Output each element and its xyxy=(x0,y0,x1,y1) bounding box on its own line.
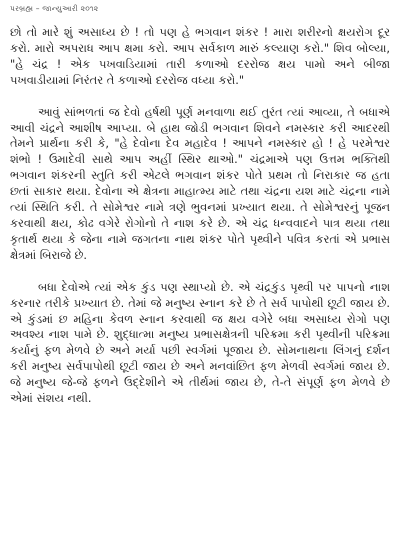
running-header: પરબ્રહ્મ – જાન્યુઆરી ૨૦૧૨ xyxy=(10,4,99,13)
paragraph-1: છો તો મારે શું અસાધ્ય છે ! તો પણ હે ભગવાન શંકર ! મારા શરીરનો ક્ષયરોગ દૂર કરો. મારો અપરાધ આપ ક્ષમા કરો. આપ સર્વકાળ મારું કલ્યાણ કરો." શિવ બોલ્યા, "હે ચંદ્ર ! એક પખવાડિયામાં તારી કળાઓ દરરોજ ક્ષય પામો અને બીજા પખવાડીયામાં નિરંતર તે કળાઓ દરરોજ વધ્યા કરો." xyxy=(10,25,390,87)
document-page xyxy=(10,0,390,546)
paragraph-3: બધા દેવોએ ત્યાં એક કુંડ પણ સ્થાપ્યો છે. એ ચંદ્રકુંડ પૃથ્વી પર પાપનો નાશ કરનાર તરીકે પ્રખ્યાત છે. તેમાં જે મનુષ્ય સ્નાન કરે છે તે સર્વ પાપોથી છૂટી જાય છે. એ કુંડમાં છ મહિના કેવળ સ્નાન કરવાથી જ ક્ષય વગેરે બધા અસાધ્ય રોગો પણ અવશ્ય નાશ પામે છે. શુદ્ધાત્મા મનુષ્ય પ્રભાસક્ષેત્રની પરિક્રમા કરી પૃથ્વીની પરિક્રમા કર્યાનું ફળ મેળવે છે અને મર્યા પછી સ્વર્ગમાં પૂજાય છે. સોમનાથના લિંગનું દર્શન કરી મનુષ્ય સર્વપાપોથી છૂટી જાય છે અને મનવાંછિત ફળ મેળવી સ્વર્ગમાં જાય છે. જે મનુષ્ય જે-જે ફળને ઉદ્દેશીને એ તીર્થમાં જાય છે, તે-તે સંપૂર્ણ ફળ મેળવે છે એમાં સંશય નથી. xyxy=(10,279,390,406)
paragraph-2: આવું સાંભળતાં જ દેવો હર્ષથી પૂર્ણ મનવાળા થઈ તુરંત ત્યાં આવ્યા, તે બધાએ આવી ચંદ્રને આશીષ આપ્યા. બે હાથ જોડી ભગવાન શિવને નમસ્કાર કરી આદરથી તેમને પ્રાર્થના કરી કે, "હે દેવોના દેવ મહાદેવ ! આપને નમસ્કાર હો ! હે પરમેશ્વર શંભો ! ઉમાદેવી સાથે આપ અહીં સ્થિર થાઓ." ચંદ્રમાએ પણ ઉત્તમ ભક્તિથી ભગવાન શંકરની સ્તુતિ કરી એટલે ભગવાન શંકર પોતે પ્રથમ તો નિરાકાર જ હતા છતાં સાકાર થયા. દેવોના એ ક્ષેત્રના માહાત્મ્ય માટે તથા ચંદ્રના યશ માટે ચંદ્રના નામે ત્યાં સ્થિતિ કરી. તે સોમેશ્વર નામે ત્રણે ભુવનમાં પ્રખ્યાત થયા. તે સોમેશ્વરનું પૂજન કરવાથી ક્ષય, કોઢ વગેરે રોગોનો તે નાશ કરે છે. એ ચંદ્ર ધન્વવાદને પાત્ર થયા તથા કૃતાર્થ થયા કે જેના નામે જગતના નાથ શંકર પોતે પૃથ્વીને પવિત્ર કરતાં એ પ્રભાસ ક્ષેત્રમાં બિરાજે છે. xyxy=(10,104,390,262)
